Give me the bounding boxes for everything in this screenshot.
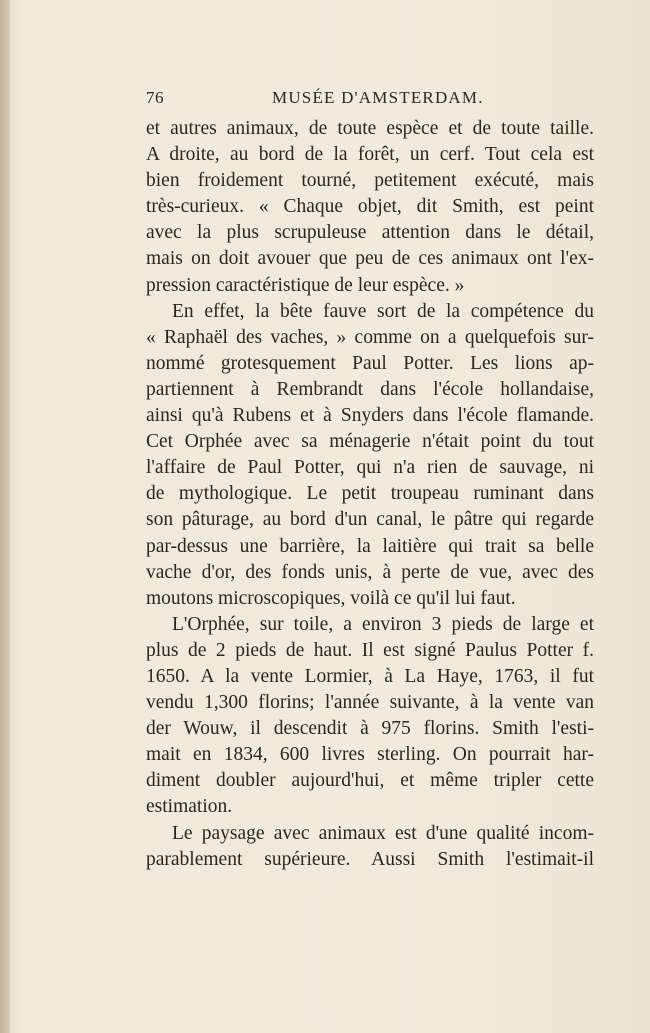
text-line: son pâturage, au bord d'un canal, le pâtre qui regarde bbox=[146, 509, 594, 531]
text-line: En effet, la bête fauve sort de la compétence du bbox=[172, 300, 594, 322]
page-spine-edge bbox=[0, 0, 10, 1033]
text-line: der Wouw, il descendit à 975 florins. Smith l'esti- bbox=[146, 718, 594, 740]
text-line: l'affaire de Paul Potter, qui n'a rien de sauvage, ni bbox=[146, 457, 594, 479]
text-line: avec la plus scrupuleuse attention dans le détail, bbox=[146, 222, 594, 244]
text-line: parablement supérieure. Aussi Smith l'estimait-il bbox=[146, 848, 594, 870]
text-line: partiennent à Rembrandt dans l'école hollandaise, bbox=[146, 378, 594, 400]
page-number: 76 bbox=[146, 88, 164, 107]
text-line: Le paysage avec animaux est d'une qualité incom- bbox=[172, 822, 594, 844]
text-line: ainsi qu'à Rubens et à Snyders dans l'école flamande. bbox=[146, 405, 594, 427]
text-line: diment doubler aujourd'hui, et même tripler cette bbox=[146, 770, 594, 792]
text-line: de mythologique. Le petit troupeau ruminant dans bbox=[146, 483, 594, 505]
text-line: mait en 1834, 600 livres sterling. On pourrait har- bbox=[146, 744, 594, 766]
running-title: MUSÉE D'AMSTERDAM. bbox=[272, 88, 484, 107]
text-line: L'Orphée, sur toile, a environ 3 pieds de large et bbox=[172, 613, 594, 635]
text-line: plus de 2 pieds de haut. Il est signé Paulus Potter f. bbox=[146, 639, 594, 661]
text-line: par-dessus une barrière, la laitière qui trait sa belle bbox=[146, 535, 594, 557]
body-text bbox=[146, 116, 594, 873]
text-line: estimation. bbox=[146, 796, 233, 818]
text-line: 1650. A la vente Lormier, à La Haye, 1763, il fut bbox=[146, 665, 594, 687]
text-line: Cet Orphée avec sa ménagerie n'était point du tout bbox=[146, 431, 594, 453]
page-header bbox=[146, 88, 594, 112]
text-line: A droite, au bord de la forêt, un cerf. Tout cela est bbox=[146, 144, 594, 166]
text-line: nommé grotesquement Paul Potter. Les lions ap- bbox=[146, 352, 594, 374]
text-line: très-curieux. « Chaque objet, dit Smith, est peint bbox=[146, 196, 594, 218]
text-line: et autres animaux, de toute espèce et de toute taille. bbox=[146, 118, 594, 139]
text-line: vendu 1,300 florins; l'année suivante, à la vente van bbox=[146, 692, 594, 714]
text-line: bien froidement tourné, petitement exécuté, mais bbox=[146, 170, 594, 192]
text-line: vache d'or, des fonds unis, à perte de vue, avec des bbox=[146, 561, 594, 583]
text-line: mais on doit avouer que peu de ces animaux ont l'ex- bbox=[146, 248, 594, 270]
text-line: pression caractéristique de leur espèce. » bbox=[146, 274, 465, 296]
text-line: moutons microscopiques, voilà ce qu'il lui faut. bbox=[146, 587, 516, 609]
text-line: « Raphaël des vaches, » comme on a quelquefois sur- bbox=[146, 326, 594, 348]
